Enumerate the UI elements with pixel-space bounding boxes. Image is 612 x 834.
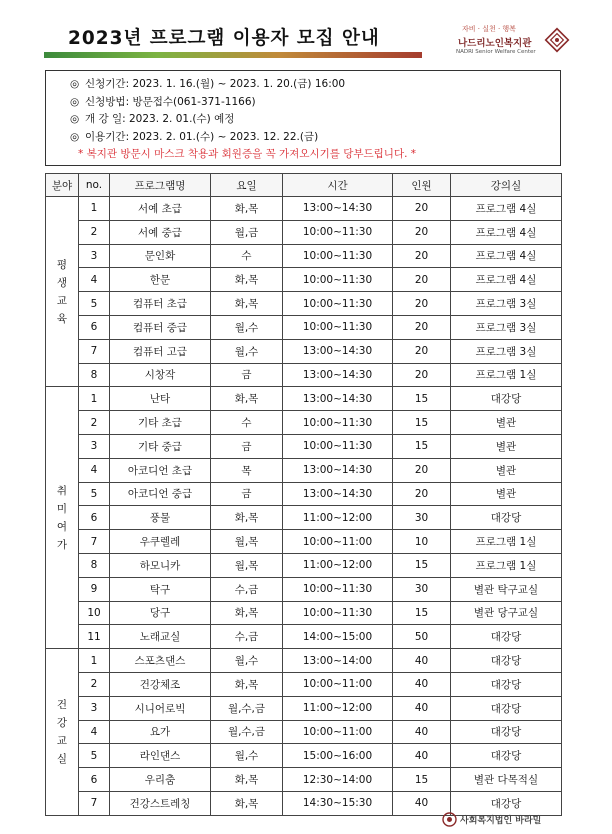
cell-size: 40 <box>393 696 451 720</box>
cell-time: 14:30~15:30 <box>283 791 393 815</box>
cell-time: 10:00~11:30 <box>283 577 393 601</box>
cell-days: 월,수 <box>211 744 283 768</box>
cell-room: 대강당 <box>451 744 562 768</box>
cell-no: 7 <box>79 339 110 363</box>
footer-organization: 사회복지법인 바라밀 <box>460 816 542 826</box>
cell-no: 1 <box>79 649 110 673</box>
logo-slogan: 자비 · 실천 · 행복 <box>462 25 516 33</box>
logo-english-name: NADRI Senior Welfare Center <box>456 49 536 55</box>
table-row <box>46 220 562 244</box>
cell-no: 8 <box>79 363 110 387</box>
cell-time: 10:00~11:30 <box>283 411 393 435</box>
cell-days: 월,금 <box>211 220 283 244</box>
info-line <box>70 111 560 129</box>
cell-program: 서예 중급 <box>110 220 211 244</box>
cell-program: 아코디언 초급 <box>110 458 211 482</box>
cell-days: 월,목 <box>211 553 283 577</box>
cell-no: 4 <box>79 268 110 292</box>
category-cell <box>46 197 79 387</box>
info-box <box>45 70 561 166</box>
cell-no: 3 <box>79 696 110 720</box>
category-label: 취미여가 <box>56 484 68 551</box>
cell-program: 노래교실 <box>110 625 211 649</box>
cell-days: 월,수,금 <box>211 696 283 720</box>
table-row <box>46 339 562 363</box>
cell-days: 목 <box>211 458 283 482</box>
cell-room: 별관 탁구교실 <box>451 577 562 601</box>
cell-size: 20 <box>393 458 451 482</box>
cell-days: 월,수,금 <box>211 720 283 744</box>
table-row <box>46 458 562 482</box>
cell-size: 40 <box>393 720 451 744</box>
cell-room: 대강당 <box>451 791 562 815</box>
cell-room: 프로그램 3실 <box>451 339 562 363</box>
info-line <box>70 129 560 147</box>
cell-size: 15 <box>393 434 451 458</box>
cell-size: 20 <box>393 315 451 339</box>
cell-room: 별관 당구교실 <box>451 601 562 625</box>
table-row <box>46 244 562 268</box>
footer <box>442 811 562 829</box>
cell-time: 13:00~14:30 <box>283 387 393 411</box>
cell-program: 기타 초급 <box>110 411 211 435</box>
cell-size: 40 <box>393 672 451 696</box>
cell-time: 10:00~11:00 <box>283 530 393 554</box>
cell-no: 11 <box>79 625 110 649</box>
cell-time: 10:00~11:30 <box>283 434 393 458</box>
cell-room: 별관 <box>451 411 562 435</box>
center-logo <box>450 24 570 60</box>
cell-days: 화,목 <box>211 197 283 221</box>
cell-size: 20 <box>393 244 451 268</box>
cell-time: 10:00~11:00 <box>283 720 393 744</box>
cell-room: 별관 다목적실 <box>451 768 562 792</box>
cell-time: 13:00~14:30 <box>283 363 393 387</box>
cell-time: 10:00~11:30 <box>283 220 393 244</box>
cell-days: 화,목 <box>211 268 283 292</box>
cell-room: 별관 <box>451 458 562 482</box>
cell-size: 20 <box>393 482 451 506</box>
cell-room: 프로그램 4실 <box>451 220 562 244</box>
table-row <box>46 720 562 744</box>
cell-program: 스포츠댄스 <box>110 649 211 673</box>
info-text: 개 강 일: 2023. 2. 01.(수) 예정 <box>85 113 235 125</box>
bullet-marker: ◎ <box>70 113 80 125</box>
cell-no: 6 <box>79 315 110 339</box>
cell-time: 14:00~15:00 <box>283 625 393 649</box>
header-room: 강의실 <box>451 174 562 197</box>
cell-no: 6 <box>79 768 110 792</box>
table-row <box>46 363 562 387</box>
cell-room: 대강당 <box>451 625 562 649</box>
cell-room: 프로그램 3실 <box>451 292 562 316</box>
cell-room: 대강당 <box>451 696 562 720</box>
cell-time: 10:00~11:30 <box>283 268 393 292</box>
cell-size: 20 <box>393 197 451 221</box>
cell-size: 20 <box>393 268 451 292</box>
cell-no: 6 <box>79 506 110 530</box>
cell-room: 대강당 <box>451 720 562 744</box>
cell-room: 프로그램 4실 <box>451 268 562 292</box>
table-row <box>46 601 562 625</box>
cell-time: 13:00~14:30 <box>283 339 393 363</box>
table-row <box>46 434 562 458</box>
cell-size: 10 <box>393 530 451 554</box>
cell-days: 화,목 <box>211 791 283 815</box>
cell-program: 난타 <box>110 387 211 411</box>
table-row <box>46 292 562 316</box>
cell-days: 금 <box>211 482 283 506</box>
table-row <box>46 744 562 768</box>
cell-no: 5 <box>79 744 110 768</box>
bullet-marker: ◎ <box>70 130 80 143</box>
cell-program: 우쿠렐레 <box>110 530 211 554</box>
table-row <box>46 411 562 435</box>
cell-no: 4 <box>79 458 110 482</box>
cell-program: 하모니카 <box>110 553 211 577</box>
cell-size: 30 <box>393 577 451 601</box>
cell-room: 프로그램 4실 <box>451 244 562 268</box>
category-cell <box>46 649 79 816</box>
table-row <box>46 197 562 221</box>
cell-time: 12:30~14:00 <box>283 768 393 792</box>
cell-days: 금 <box>211 363 283 387</box>
cell-days: 화,목 <box>211 387 283 411</box>
page-title: 2023년 프로그램 이용자 모집 안내 <box>68 28 380 49</box>
cell-no: 4 <box>79 720 110 744</box>
cell-no: 1 <box>79 387 110 411</box>
cell-program: 한문 <box>110 268 211 292</box>
table-row <box>46 268 562 292</box>
cell-size: 20 <box>393 363 451 387</box>
cell-time: 10:00~11:30 <box>283 601 393 625</box>
cell-size: 15 <box>393 411 451 435</box>
cell-days: 화,목 <box>211 506 283 530</box>
category-label: 평생교육 <box>56 258 68 325</box>
cell-days: 수 <box>211 411 283 435</box>
header-days: 요일 <box>211 174 283 197</box>
cell-room: 대강당 <box>451 506 562 530</box>
cell-room: 프로그램 1실 <box>451 553 562 577</box>
cell-room: 프로그램 1실 <box>451 530 562 554</box>
cell-time: 13:00~14:30 <box>283 482 393 506</box>
cell-days: 월,수 <box>211 339 283 363</box>
cell-room: 별관 <box>451 482 562 506</box>
cell-program: 당구 <box>110 601 211 625</box>
cell-program: 건강스트레칭 <box>110 791 211 815</box>
cell-program: 아코디언 중급 <box>110 482 211 506</box>
cell-size: 15 <box>393 601 451 625</box>
cell-program: 요가 <box>110 720 211 744</box>
cell-size: 40 <box>393 744 451 768</box>
cell-time: 11:00~12:00 <box>283 696 393 720</box>
table-row <box>46 506 562 530</box>
cell-no: 1 <box>79 197 110 221</box>
cell-room: 프로그램 4실 <box>451 197 562 221</box>
header-program: 프로그램명 <box>110 174 211 197</box>
cell-size: 15 <box>393 387 451 411</box>
title-underline <box>44 52 422 58</box>
cell-time: 11:00~12:00 <box>283 506 393 530</box>
table-row <box>46 530 562 554</box>
cell-program: 기타 중급 <box>110 434 211 458</box>
cell-program: 건강체조 <box>110 672 211 696</box>
cell-room: 프로그램 1실 <box>451 363 562 387</box>
cell-program: 라인댄스 <box>110 744 211 768</box>
cell-room: 대강당 <box>451 387 562 411</box>
info-line <box>70 76 560 94</box>
cell-size: 20 <box>393 292 451 316</box>
cell-size: 20 <box>393 339 451 363</box>
header-size: 인원 <box>393 174 451 197</box>
info-line <box>70 94 560 112</box>
cell-days: 화,목 <box>211 601 283 625</box>
cell-days: 금 <box>211 434 283 458</box>
cell-days: 월,수 <box>211 649 283 673</box>
cell-size: 40 <box>393 791 451 815</box>
cell-time: 11:00~12:00 <box>283 553 393 577</box>
table-row <box>46 315 562 339</box>
cell-size: 50 <box>393 625 451 649</box>
cell-no: 8 <box>79 553 110 577</box>
cell-room: 별관 <box>451 434 562 458</box>
program-table <box>45 173 562 816</box>
cell-program: 시니어로빅 <box>110 696 211 720</box>
cell-days: 화,목 <box>211 292 283 316</box>
cell-time: 15:00~16:00 <box>283 744 393 768</box>
cell-no: 3 <box>79 244 110 268</box>
cell-days: 월,목 <box>211 530 283 554</box>
cell-no: 2 <box>79 411 110 435</box>
cell-time: 10:00~11:30 <box>283 315 393 339</box>
cell-no: 3 <box>79 434 110 458</box>
cell-program: 시창작 <box>110 363 211 387</box>
cell-no: 9 <box>79 577 110 601</box>
cell-size: 15 <box>393 768 451 792</box>
cell-program: 풍물 <box>110 506 211 530</box>
category-cell <box>46 387 79 649</box>
info-text: 신청방법: 방문접수(061-371-1166) <box>85 95 256 108</box>
cell-program: 컴퓨터 고급 <box>110 339 211 363</box>
logo-name: 나드리노인복지관 <box>458 38 532 49</box>
cell-time: 13:00~14:00 <box>283 649 393 673</box>
cell-no: 2 <box>79 672 110 696</box>
cell-program: 컴퓨터 초급 <box>110 292 211 316</box>
table-row <box>46 387 562 411</box>
cell-no: 5 <box>79 482 110 506</box>
cell-days: 수,금 <box>211 625 283 649</box>
bullet-marker: ◎ <box>70 78 80 90</box>
cell-no: 7 <box>79 791 110 815</box>
cell-program: 컴퓨터 중급 <box>110 315 211 339</box>
cell-size: 20 <box>393 220 451 244</box>
table-row <box>46 672 562 696</box>
header-time: 시간 <box>283 174 393 197</box>
cell-no: 5 <box>79 292 110 316</box>
table-row <box>46 649 562 673</box>
table-row <box>46 625 562 649</box>
cell-days: 수 <box>211 244 283 268</box>
lotus-diamond-icon <box>544 27 570 53</box>
cell-size: 30 <box>393 506 451 530</box>
table-row <box>46 577 562 601</box>
table-row <box>46 553 562 577</box>
cell-days: 월,수 <box>211 315 283 339</box>
cell-time: 10:00~11:30 <box>283 292 393 316</box>
cell-days: 화,목 <box>211 768 283 792</box>
cell-program: 탁구 <box>110 577 211 601</box>
category-label: 건강교실 <box>56 698 68 765</box>
cell-program: 우리춤 <box>110 768 211 792</box>
cell-size: 40 <box>393 649 451 673</box>
cell-program: 서예 초급 <box>110 197 211 221</box>
cell-time: 13:00~14:30 <box>283 197 393 221</box>
header-no: no. <box>79 174 110 197</box>
table-row <box>46 696 562 720</box>
table-header-row <box>46 174 562 197</box>
table-row <box>46 482 562 506</box>
cell-no: 7 <box>79 530 110 554</box>
cell-time: 10:00~11:30 <box>283 244 393 268</box>
bullet-marker: ◎ <box>70 95 80 108</box>
cell-size: 15 <box>393 553 451 577</box>
cell-no: 2 <box>79 220 110 244</box>
mask-notice: * 복지관 방문시 마스크 착용과 회원증을 꼭 가져오시기를 당부드립니다. * <box>78 148 417 160</box>
info-text: 이용기간: 2023. 2. 01.(수) ~ 2023. 12. 22.(금) <box>85 130 319 143</box>
cell-program: 문인화 <box>110 244 211 268</box>
cell-days: 화,목 <box>211 672 283 696</box>
cell-room: 대강당 <box>451 649 562 673</box>
cell-room: 대강당 <box>451 672 562 696</box>
table-row <box>46 768 562 792</box>
cell-days: 수,금 <box>211 577 283 601</box>
header-category: 분야 <box>46 174 79 197</box>
seal-icon <box>442 812 457 827</box>
cell-time: 13:00~14:30 <box>283 458 393 482</box>
cell-no: 10 <box>79 601 110 625</box>
cell-room: 프로그램 3실 <box>451 315 562 339</box>
cell-time: 10:00~11:00 <box>283 672 393 696</box>
info-text: 신청기간: 2023. 1. 16.(월) ~ 2023. 1. 20.(금) 16:00 <box>85 78 346 90</box>
